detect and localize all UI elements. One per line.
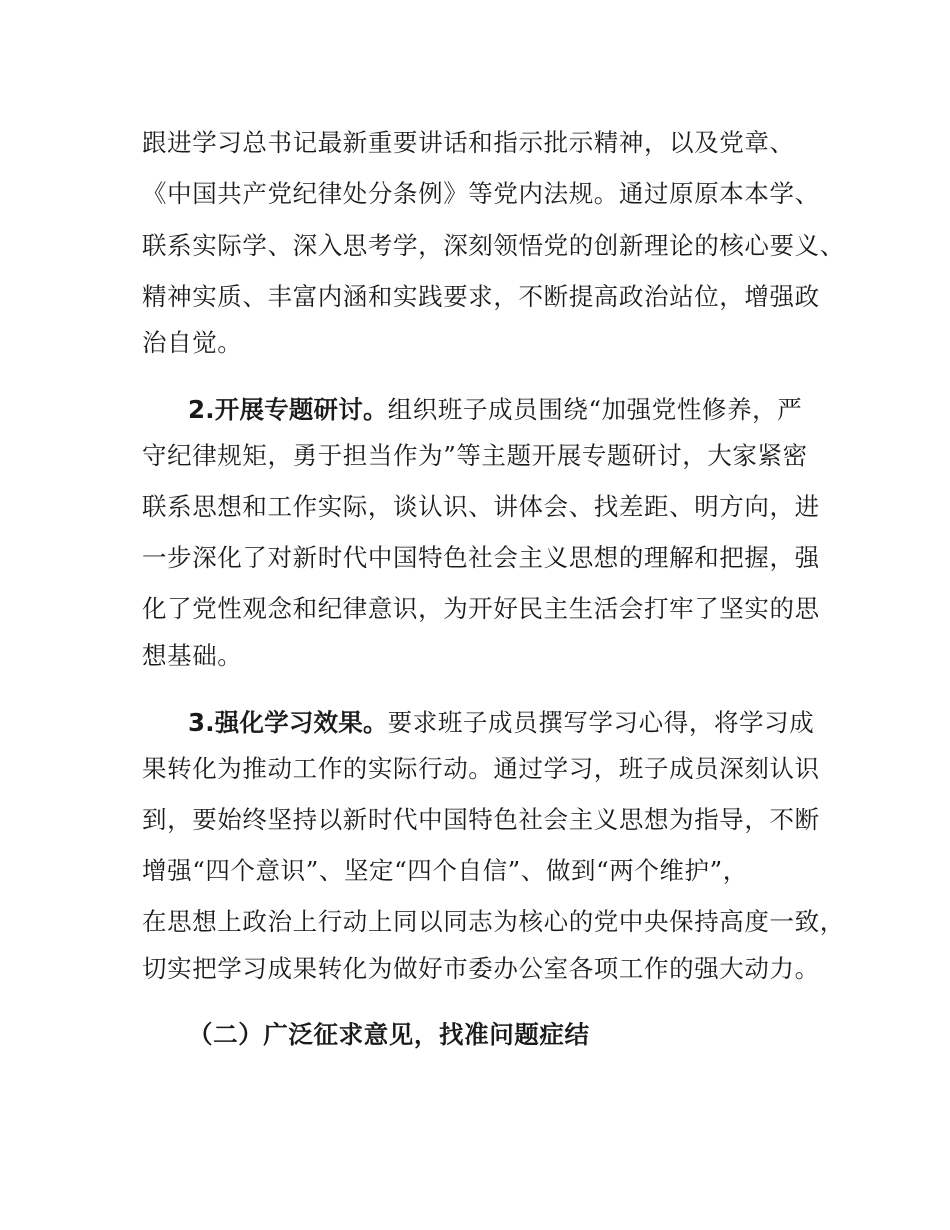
paragraph-3-first-rest: 要求班子成员撰写学习心得，将学习成	[387, 708, 815, 737]
paragraph-3-lead: 3.强化学习效果。	[188, 708, 388, 737]
paragraph-2-lead: 2.开展专题研讨。	[188, 395, 388, 424]
paragraph-3-line-6: 切实把学习成果转化为做好市委办公室各项工作的强大动力。	[142, 954, 820, 983]
paragraph-1-line-5: 治自觉。	[142, 328, 243, 357]
paragraph-2-line-6: 想基础。	[142, 641, 243, 670]
paragraph-1-line-2: 《中国共产党纪律处分条例》等党内法规。通过原原本本学、	[142, 179, 820, 208]
paragraph-3-line-3: 到，要始终坚持以新时代中国特色社会主义思想为指导，不断	[142, 805, 820, 834]
paragraph-2-first-rest: 组织班子成员围绕“加强党性修养，严	[387, 395, 803, 424]
paragraph-3-line-4: 增强“四个意识”、坚定“四个自信”、做到“两个维护”，	[142, 856, 748, 885]
paragraph-2-line-5: 化了党性观念和纪律意识，为开好民主生活会打牢了坚实的思	[142, 594, 820, 623]
paragraph-1-line-4: 精神实质、丰富内涵和实践要求，不断提高政治站位，增强政	[142, 282, 820, 311]
paragraph-2-line-2: 守纪律规矩，勇于担当作为”等主题开展专题研讨，大家紧密	[142, 441, 808, 470]
section-heading: （二）广泛征求意见，找准问题症结	[188, 1020, 590, 1049]
paragraph-3-line-5: 在思想上政治上行动上同以同志为核心的党中央保持高度一致，	[142, 907, 845, 936]
paragraph-1-line-3: 联系实际学、深入思考学，深刻领悟党的创新理论的核心要义、	[142, 231, 845, 260]
paragraph-2-line-1	[188, 395, 802, 425]
paragraph-1-line-1: 跟进学习总书记最新重要讲话和指示批示精神，以及党章、	[142, 128, 795, 157]
paragraph-2-line-3: 联系思想和工作实际，谈认识、讲体会、找差距、明方向，进	[142, 492, 820, 521]
paragraph-3-line-2: 果转化为推动工作的实际行动。通过学习，班子成员深刻认识	[142, 754, 820, 783]
paragraph-2-line-4: 一步深化了对新时代中国特色社会主义思想的理解和把握，强	[142, 543, 820, 572]
paragraph-3-line-1	[188, 708, 814, 738]
